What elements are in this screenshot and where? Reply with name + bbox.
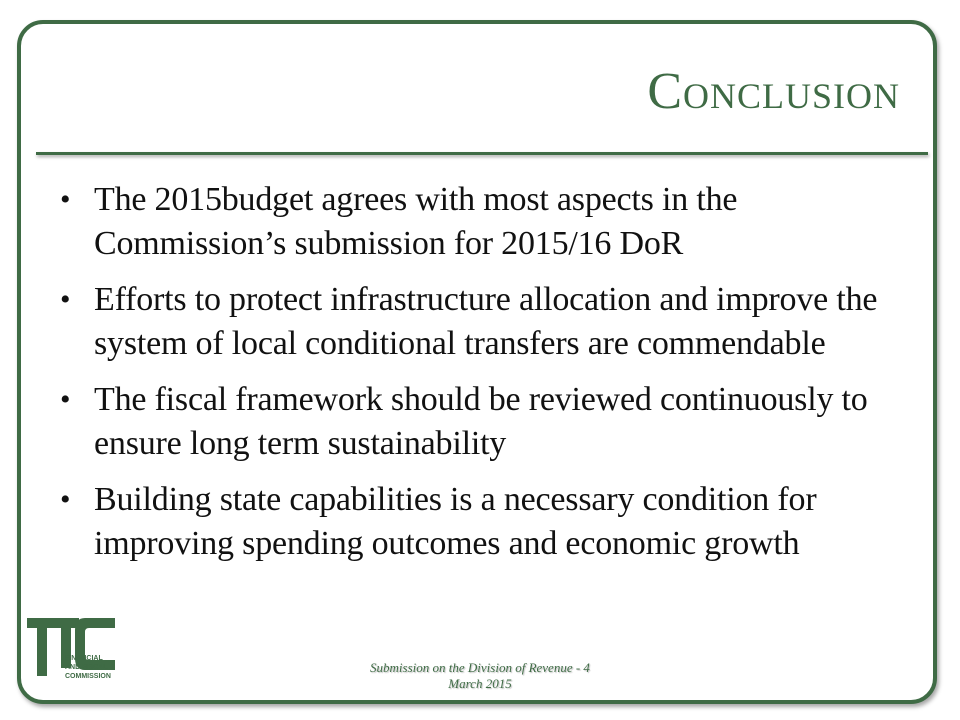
footer-line-2: March 2015	[448, 676, 512, 691]
logo-line-2: AND FISCAL	[65, 664, 108, 671]
bullet-item	[58, 278, 918, 366]
bullet-marker: •	[60, 483, 71, 516]
bullet-text: The fiscal framework should be reviewed continuously to ensure long term sustainability	[94, 381, 868, 462]
bullet-marker: •	[60, 183, 71, 216]
bullet-item	[58, 378, 918, 466]
footer-line-1: Submission on the Division of Revenue - 4	[370, 660, 590, 675]
bullet-text: Building state capabilities is a necessary condition for improving spending outcomes and economic growth	[94, 481, 817, 562]
bullet-item	[58, 478, 918, 566]
bullet-marker: •	[60, 283, 71, 316]
bullet-marker: •	[60, 383, 71, 416]
bullet-text: Efforts to protect infrastructure allocation and improve the system of local conditional transfers are commendable	[94, 281, 878, 362]
bullet-item	[58, 178, 918, 266]
slide-footer	[330, 660, 630, 692]
ffc-logo-icon	[27, 600, 115, 700]
slide-title: Conclusion	[647, 63, 900, 120]
bullet-text: The 2015budget agrees with most aspects in the Commission’s submission for 2015/16 DoR	[94, 181, 738, 262]
bullet-list	[58, 178, 918, 578]
logo-line-1: FINANCIAL	[65, 655, 103, 662]
logo-line-3: COMMISSION	[65, 673, 111, 680]
title-divider	[36, 152, 928, 155]
logo-text	[65, 654, 111, 681]
